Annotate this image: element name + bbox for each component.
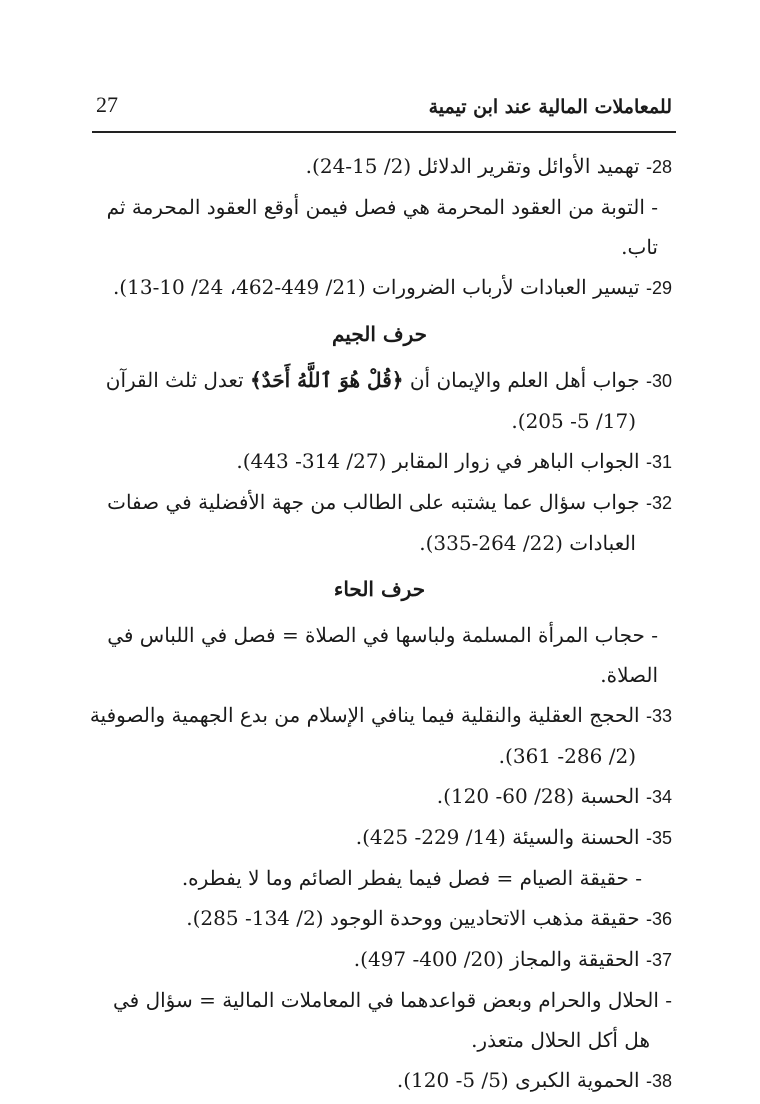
entry-text: جواب أهل العلم والإيمان أن	[409, 368, 640, 392]
entry-text: تعدل ثلث القرآن (17/ 5- 205).	[105, 368, 636, 433]
entry-number: 30-	[645, 371, 672, 391]
entry-number: 38-	[645, 1071, 672, 1091]
entry-number: 36-	[645, 909, 672, 929]
entry-number: 31-	[645, 452, 672, 472]
list-item	[87, 939, 672, 980]
entry-number: 35-	[645, 828, 672, 848]
entry-number: 37-	[645, 950, 672, 970]
entry-text: الحقيقة والمجاز (20/ 400- 497).	[353, 947, 640, 971]
list-item	[87, 267, 672, 308]
page-number: 27	[96, 92, 118, 117]
running-title: للمعاملات المالية عند ابن تيمية	[428, 96, 672, 118]
entry-text: تهميد الأوائل وتقرير الدلائل (2/ 15-24).	[305, 154, 640, 178]
list-item	[87, 615, 672, 695]
list-item	[87, 482, 672, 563]
entry-text: الحجج العقلية والنقلية فيما ينافي الإسلام من بدع الجهمية والصوفية (2/ 286- 361).	[89, 703, 640, 768]
entry-number: 29-	[645, 278, 672, 298]
entry-number: 33-	[645, 706, 672, 726]
list-item	[87, 858, 672, 898]
index-list	[87, 146, 672, 1101]
entry-text: - حقيقة الصيام = فصل فيما يفطر الصائم وما لا يفطره.	[181, 866, 642, 890]
entry-text: - التوبة من العقود المحرمة هي فصل فيمن أوقع العقود المحرمة ثم تاب.	[106, 195, 658, 259]
list-item	[87, 187, 672, 267]
entry-text: الحسنة والسيئة (14/ 229- 425).	[355, 825, 640, 849]
entry-text: جواب سؤال عما يشتبه على الطالب من جهة الأفضلية في صفات العبادات (22/ 264-335).	[107, 490, 640, 555]
entry-text: تيسير العبادات لأرباب الضرورات (21/ 449-462، 24/ 10-13).	[112, 275, 640, 299]
entry-number: 32-	[645, 493, 672, 513]
list-item	[87, 980, 672, 1060]
entry-text: - الحلال والحرام وبعض قواعدهما في المعاملات المالية = سؤال في هل أكل الحلال متعذر.	[113, 988, 672, 1052]
section-heading-jeem: حرف الجيم	[332, 322, 427, 346]
entry-number: 34-	[645, 787, 672, 807]
list-item	[87, 1060, 672, 1101]
entry-text: الحموية الكبرى (5/ 5- 120).	[396, 1068, 640, 1092]
header-divider	[92, 131, 676, 133]
entry-text: الحسبة (28/ 60- 120).	[436, 784, 640, 808]
entry-text: حقيقة مذهب الاتحاديين ووحدة الوجود (2/ 134- 285).	[186, 906, 640, 930]
list-item	[87, 695, 672, 776]
list-item	[87, 776, 672, 817]
list-item	[87, 146, 672, 187]
quran-verse: ﴿قُلْ هُوَ ٱللَّهُ أَحَدٌ﴾	[249, 368, 404, 392]
list-item	[87, 360, 672, 441]
section-heading-haa: حرف الحاء	[333, 577, 426, 601]
list-item	[87, 817, 672, 858]
list-item	[87, 441, 672, 482]
entry-number: 28-	[645, 157, 672, 177]
entry-text: - حجاب المرأة المسلمة ولباسها في الصلاة = فصل في اللباس في الصلاة.	[107, 623, 658, 687]
list-item	[87, 898, 672, 939]
entry-text: الجواب الباهر في زوار المقابر (27/ 314- 443).	[236, 449, 640, 473]
